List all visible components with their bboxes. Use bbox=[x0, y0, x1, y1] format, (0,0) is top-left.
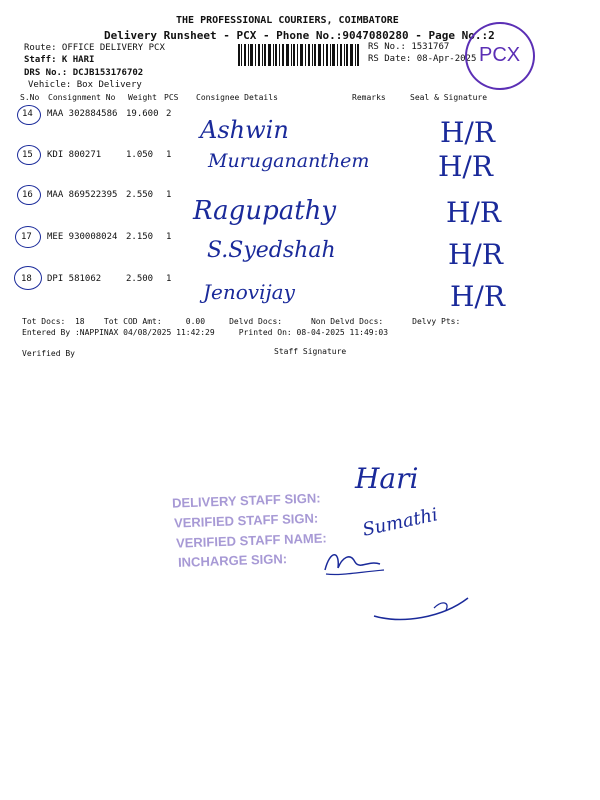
row-weight: 2.550 bbox=[126, 190, 154, 200]
row-consignment: MAA 302884586 bbox=[47, 109, 118, 119]
runsheet-title: Delivery Runsheet - PCX - Phone No.:9047080280 - Page No.:2 bbox=[104, 29, 495, 42]
col-weight: Weight bbox=[128, 93, 157, 102]
row-weight: 2.150 bbox=[126, 232, 154, 242]
signature-scribble bbox=[320, 540, 390, 578]
row-consignment: KDI 800271 bbox=[47, 150, 102, 160]
col-consignment: Consignment No bbox=[48, 93, 116, 102]
company-name: THE PROFESSIONAL COURIERS, COIMBATORE bbox=[176, 15, 399, 26]
col-seal: Seal & Signature bbox=[410, 93, 488, 102]
route-label: Route: OFFICE DELIVERY PCX bbox=[24, 43, 165, 53]
rs-date: RS Date: 08-Apr-2025 bbox=[368, 54, 477, 64]
col-sno: S.No bbox=[20, 93, 40, 102]
row-pcs: 2 bbox=[166, 109, 172, 119]
col-consignee: Consignee Details bbox=[196, 93, 278, 102]
consignee-handwriting: S.Syedshah bbox=[207, 238, 336, 263]
barcode-image bbox=[238, 44, 360, 66]
verified-by: Verified By bbox=[22, 349, 75, 358]
row-sno: 14 bbox=[22, 109, 33, 119]
signature-sumathi: Sumathi bbox=[360, 504, 440, 541]
seal-handwriting: H/R bbox=[448, 238, 503, 271]
seal-handwriting: H/R bbox=[438, 150, 493, 183]
consignee-handwriting: Murugananthem bbox=[208, 150, 370, 172]
row-sno: 16 bbox=[22, 190, 33, 200]
row-weight: 2.500 bbox=[126, 274, 154, 284]
row-sno: 18 bbox=[21, 274, 32, 284]
signature-hari: Hari bbox=[355, 462, 419, 495]
stamp-line-verified-name: VERIFIED STAFF NAME: bbox=[175, 530, 327, 551]
signature-curve bbox=[372, 590, 472, 630]
row-consignment: MAA 869522395 bbox=[47, 190, 118, 200]
col-pcs: PCS bbox=[164, 93, 179, 102]
staff-label: Staff: K HARI bbox=[24, 55, 95, 65]
vehicle-label: Vehicle: Box Delivery bbox=[28, 80, 142, 90]
row-weight: 1.050 bbox=[126, 150, 154, 160]
staff-signature-label: Staff Signature bbox=[274, 347, 347, 356]
col-remarks: Remarks bbox=[352, 93, 386, 102]
seal-handwriting: H/R bbox=[440, 116, 495, 149]
drs-label: DRS No.: DCJB153176702 bbox=[24, 68, 144, 78]
consignee-handwriting: Ashwin bbox=[200, 116, 289, 144]
stamp-line-incharge: INCHARGE SIGN: bbox=[177, 551, 288, 570]
pcx-stamp bbox=[465, 22, 535, 90]
row-sno: 15 bbox=[22, 150, 33, 160]
row-sno: 17 bbox=[21, 232, 32, 242]
consignee-handwriting: Ragupathy bbox=[193, 196, 337, 226]
row-pcs: 1 bbox=[166, 190, 172, 200]
rs-no: RS No.: 1531767 bbox=[368, 42, 450, 52]
seal-handwriting: H/R bbox=[446, 196, 501, 229]
row-consignment: DPI 581062 bbox=[47, 274, 102, 284]
entered-line: Entered By :NAPPINAX 04/08/2025 11:42:29 Printed On: 08-04-2025 11:49:03 bbox=[22, 328, 389, 337]
row-pcs: 1 bbox=[166, 150, 172, 160]
row-weight: 19.600 bbox=[126, 109, 159, 119]
seal-handwriting: H/R bbox=[450, 280, 505, 313]
row-pcs: 1 bbox=[166, 232, 172, 242]
row-pcs: 1 bbox=[166, 274, 172, 284]
consignee-handwriting: Jenovijay bbox=[203, 280, 295, 304]
stamp-line-verified-sign: VERIFIED STAFF SIGN: bbox=[173, 510, 319, 531]
totals-line: Tot Docs: 18 Tot COD Amt: 0.00 Delvd Docs: Non Delvd Docs: Delvy Pts: bbox=[22, 317, 461, 326]
stamp-line-delivery: DELIVERY STAFF SIGN: bbox=[171, 490, 321, 511]
pcx-stamp-text: PCX bbox=[479, 44, 521, 66]
row-consignment: MEE 930008024 bbox=[47, 232, 118, 242]
